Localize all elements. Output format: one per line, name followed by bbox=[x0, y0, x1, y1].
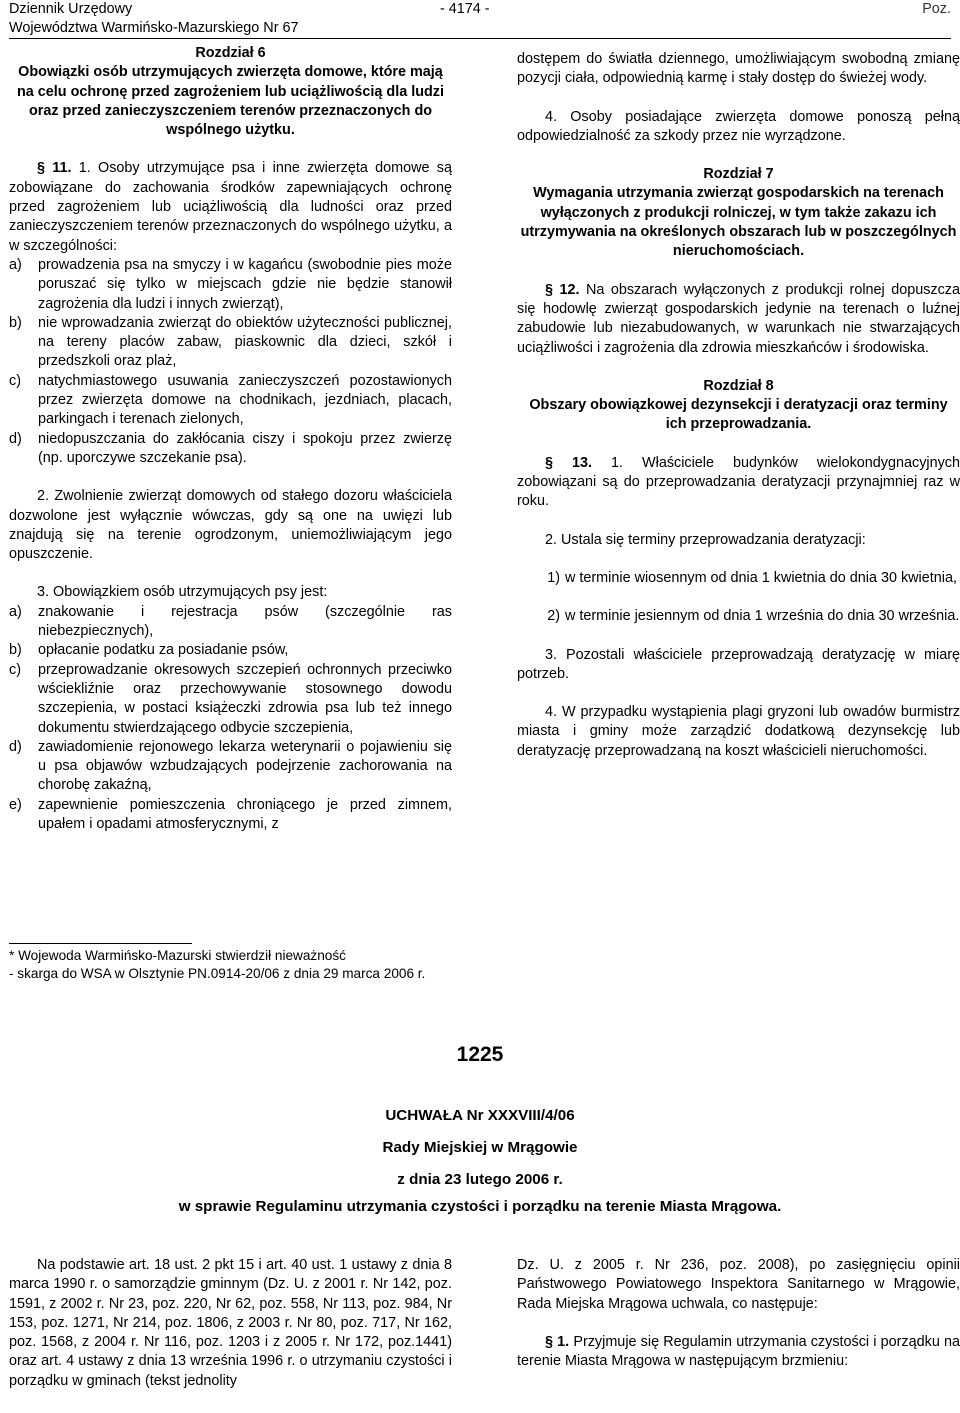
footnote-divider bbox=[9, 943, 192, 944]
paragraph-12-text: Na obszarach wyłączonych z produkcji rolnej dopuszcza się hodowlę zwierząt gospodarskich jedynie na terenach o luźnej zabudowie lub niezabudowanych, w warunkach nie stwarzających uciążliwości i zagrożenia dla zdrowia mieszkańców i środowiska. bbox=[517, 281, 960, 356]
list-item bbox=[9, 661, 452, 738]
paragraph-11-text: 1. Osoby utrzymujące psa i inne zwierzęta domowe są zobowiązane do zachowania środków zapewniających ochronę przed zagrożeniem lub uciążliwością dla ludności oraz przed zanieczyszczeniem terenów przeznaczonych do wspólnego użytku, a w szczególności: bbox=[9, 160, 452, 254]
list-item bbox=[9, 603, 452, 642]
chapter8-heading bbox=[517, 377, 960, 435]
chapter6-heading bbox=[9, 44, 452, 140]
paragraph-13-1-text: 1. Właściciele budynków wielokondygnacyjnych zobowiązani są do przeprowadzania deratyzacji przynajmniej raz w roku. bbox=[517, 454, 960, 510]
paragraph-12-number: § 12. bbox=[545, 281, 580, 298]
list-item-label: d) bbox=[9, 430, 22, 447]
list-item bbox=[9, 314, 452, 372]
list-item bbox=[9, 738, 452, 796]
footnote-line: - skarga do WSA w Olsztynie PN.0914-20/06 z dnia 29 marca 2006 r. bbox=[9, 966, 426, 981]
resolution-subject: w sprawie Regulaminu utrzymania czystości i porządku na terenie Miasta Mrągowa. bbox=[178, 1198, 782, 1215]
journal-subtitle: Województwa Warmińsko-Mazurskiego Nr 67 bbox=[9, 20, 299, 36]
list-item-label: 1) bbox=[547, 569, 560, 586]
chapter7-title: Rozdział 7 bbox=[703, 166, 774, 183]
resolution-preamble-left bbox=[9, 1256, 452, 1391]
list-item-label: b) bbox=[9, 642, 22, 659]
list-item bbox=[9, 430, 452, 469]
chapter7-subtitle: Wymagania utrzymania zwierząt gospodarskich na terenach wyłączonych z produkcji rolniczej, w tym także zakazu ich utrzymywania na określonych obszarach lub w poszczególnych nieruchomościach. bbox=[520, 185, 957, 260]
paragraph-1 bbox=[517, 1333, 960, 1372]
paragraph-1-number: § 1. bbox=[545, 1333, 570, 1350]
footnote-line: * Wojewoda Warmińsko-Mazurski stwierdził nieważność bbox=[9, 948, 346, 963]
list-item bbox=[517, 607, 960, 626]
list-item-text: znakowanie i rejestracja psów (szczególnie ras niebezpiecznych), bbox=[38, 603, 452, 640]
preamble-text: Na podstawie art. 18 ust. 2 pkt 15 i art. 40 ust. 1 ustawy z dnia 8 marca 1990 r. o samorządzie gminnym (Dz. U. z 2001 r. Nr 142, poz. 1591, z 2002 r. Nr 23, poz. 220, Nr 62, poz. 558, Nr 113, poz. 984, Nr 153, poz. 1271, Nr 214, poz. 1806, z 2003 r. Nr 80, poz. 717, Nr 162, poz. 1568, z 2004 r. Nr 116, poz. 1203 i z 2005 r. Nr 172, poz.1441) oraz art. 4 ustawy z dnia 13 września 1996 r. o utrzymaniu czystości i porządku w gminach (tekst jednolity bbox=[9, 1257, 452, 1389]
page-number: - 4174 - bbox=[440, 1, 490, 17]
paragraph-11-continuation: dostępem do światła dziennego, umożliwiającym swobodną zmianę pozycji ciała, odpowiednią karmę i stały dostęp do świeżej wody. bbox=[517, 51, 960, 87]
list-item-label: c) bbox=[9, 661, 21, 678]
paragraph-13-number: § 13. bbox=[545, 454, 593, 471]
paragraph-13-4: 4. W przypadku wystąpienia plagi gryzoni lub owadów burmistrz miasta i gminy może zarządzić dodatkową dezynsekcję lub deratyzację przeprowadzaną na koszt właścicieli nieruchomości. bbox=[517, 704, 960, 759]
paragraph-11-3-list bbox=[9, 603, 452, 835]
header-divider bbox=[9, 38, 951, 39]
paragraph-13-3: 3. Pozostali właściciele przeprowadzają deratyzację w miarę potrzeb. bbox=[517, 646, 960, 682]
paragraph-1-text: Przyjmuje się Regulamin utrzymania czystości i porządku na terenie Miasta Mrągowa w następującym brzmieniu: bbox=[517, 1333, 960, 1370]
resolution-title: UCHWAŁA Nr XXXVIII/4/06 bbox=[385, 1107, 575, 1124]
list-item bbox=[9, 641, 452, 660]
resolution-date: z dnia 23 lutego 2006 r. bbox=[397, 1171, 563, 1188]
list-item-label: 2) bbox=[547, 608, 560, 625]
list-item-label: e) bbox=[9, 796, 22, 813]
list-item-label: c) bbox=[9, 372, 21, 389]
list-item-text: opłacanie podatku za posiadanie psów, bbox=[38, 642, 289, 659]
list-item-text: niedopuszczania do zakłócania ciszy i spokoju przez zwierzę (np. uporczywe szczekanie psa). bbox=[38, 430, 452, 466]
paragraph-11-3-intro: 3. Obowiązkiem osób utrzymujących psy jest: bbox=[37, 584, 328, 601]
journal-header bbox=[9, 0, 299, 38]
list-item-text: nie wprowadzania zwierząt do obiektów użyteczności publicznej, na tereny placów zabaw, piaskownic dla dzieci, szkół i przedszkoli oraz plaż, bbox=[38, 314, 452, 370]
paragraph-13-2-list bbox=[517, 569, 960, 627]
chapter7-heading bbox=[517, 165, 960, 261]
list-item bbox=[9, 372, 452, 430]
right-column bbox=[517, 50, 960, 761]
paragraph-11-list bbox=[9, 256, 452, 468]
position-label: Poz. bbox=[922, 1, 951, 17]
list-item-text: w terminie wiosennym od dnia 1 kwietnia do dnia 30 kwietnia, bbox=[565, 569, 957, 586]
list-item-text: w terminie jesiennym od dnia 1 września do dnia 30 września. bbox=[565, 608, 960, 625]
paragraph-13-2-intro: 2. Ustala się terminy przeprowadzania deratyzacji: bbox=[545, 531, 866, 548]
list-item bbox=[9, 796, 452, 835]
chapter6-subtitle: Obowiązki osób utrzymujących zwierzęta domowe, które mają na celu ochronę przed zagrożeniem lub uciążliwością dla ludzi oraz przed zanieczyszczeniem terenów przeznaczonych do wspólnego użytku. bbox=[16, 64, 444, 139]
list-item-text: natychmiastowego usuwania zanieczyszczeń pozostawionych przez zwierzęta domowe na chodnikach, jezdniach, placach, parkingach i terenach zielonych, bbox=[38, 372, 452, 428]
list-item-text: zapewnienie pomieszczenia chroniącego je przed zimnem, upałem i opadami atmosferycznymi, z bbox=[38, 796, 452, 832]
list-item-label: a) bbox=[9, 603, 22, 620]
paragraph-11-4: 4. Osoby posiadające zwierzęta domowe ponoszą pełną odpowiedzialność za szkody przez nie wyrządzone. bbox=[517, 108, 960, 144]
paragraph-11-number: § 11. bbox=[37, 160, 72, 177]
paragraph-12 bbox=[517, 281, 960, 358]
footnote bbox=[9, 947, 609, 983]
list-item-text: prowadzenia psa na smyczy i w kagańcu (swobodnie pies może poruszać się tylko w miejscach gdzie nie będzie stanowił zagrożenia dla ludzi i innych zwierząt), bbox=[38, 256, 452, 312]
list-item-text: przeprowadzanie okresowych szczepień ochronnych przeciwko wściekliźnie oraz przechowywanie stosownego dowodu szczepienia, w postaci książeczki zdrowia psa lub też innego dokumentu stwierdzającego odbycie szczepienia, bbox=[38, 661, 452, 736]
chapter8-subtitle: Obszary obowiązkowej dezynsekcji i deratyzacji oraz terminy ich przeprowadzania. bbox=[529, 397, 948, 433]
resolution-preamble-right bbox=[517, 1256, 960, 1371]
chapter8-title: Rozdział 8 bbox=[703, 377, 774, 394]
resolution-issuer: Rady Miejskiej w Mrągowie bbox=[382, 1139, 578, 1156]
list-item-label: a) bbox=[9, 256, 22, 273]
preamble-continuation: Dz. U. z 2005 r. Nr 236, poz. 2008), po zasięgnięciu opinii Państwowego Powiatowego Inspektora Sanitarnego w Mrągowie, Rada Miejska Mrągowa uchwala, co następuje: bbox=[517, 1257, 960, 1312]
list-item-text: zawiadomienie rejonowego lekarza weterynarii o pojawieniu się u psa objawów wzbudzających podejrzenie zachorowania na chorobę zakaźną, bbox=[38, 738, 452, 794]
list-item bbox=[517, 569, 960, 588]
left-column bbox=[9, 44, 452, 834]
list-item-label: b) bbox=[9, 314, 22, 331]
list-item bbox=[9, 256, 452, 314]
chapter6-title: Rozdział 6 bbox=[195, 45, 266, 61]
list-item-label: d) bbox=[9, 738, 22, 755]
paragraph-13-1 bbox=[517, 454, 960, 512]
paragraph-11-2: 2. Zwolnienie zwierząt domowych od stałego dozoru właściciela dozwolone jest wyłącznie wówczas, gdy są one na uwięzi lub znajdują się na terenie ogrodzonym, uniemożliwiającym jego opuszczenie. bbox=[9, 488, 452, 563]
paragraph-11-intro bbox=[9, 159, 452, 255]
journal-title: Dziennik Urzędowy bbox=[9, 1, 133, 17]
resolution-number: 1225 bbox=[456, 1043, 504, 1066]
